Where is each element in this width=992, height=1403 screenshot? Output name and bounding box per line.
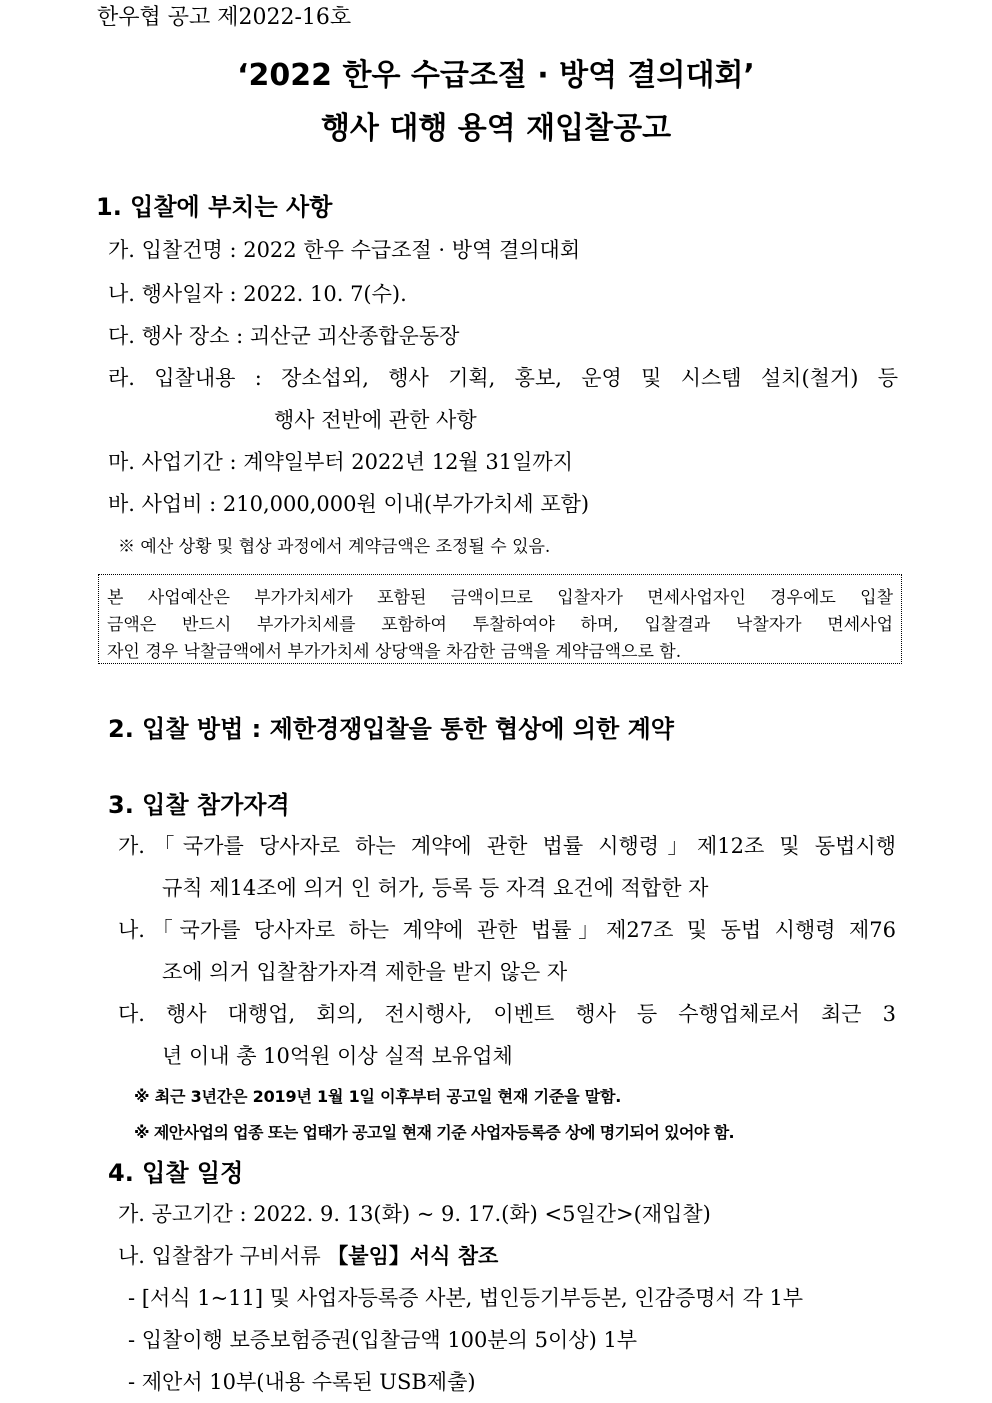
section4-item-docs — [118, 1240, 498, 1270]
section3-note: ※ 최근 3년간은 2019년 1월 1일 이후부터 공고일 현재 기준을 말함. — [134, 1087, 622, 1106]
section4-item-period: 가. 공고기간 : 2022. 9. 13(화) ~ 9. 17.(화) <5일간>(재입찰) — [118, 1202, 711, 1226]
section4-heading: 4. 입찰 일정 — [108, 1159, 244, 1187]
section1-item-title: 가. 입찰건명 : 2022 한우 수급조절 · 방역 결의대회 — [108, 238, 581, 262]
attachment-reference: 【붙임】서식 참조 — [327, 1244, 499, 1268]
section1-item-budget: 바. 사업비 : 210,000,000원 이내(부가가치세 포함) — [108, 492, 590, 516]
section3-heading: 3. 입찰 참가자격 — [108, 791, 290, 819]
section3-item-a: 가.「국가를 당사자로 하는 계약에 관한 법률 시행령」제12조 및 동법시행 — [118, 834, 896, 858]
section1-item-date: 나. 행사일자 : 2022. 10. 7(수). — [108, 282, 407, 306]
section1-heading: 1. 입찰에 부치는 사항 — [96, 193, 333, 221]
section3-item-c: 다. 행사 대행업, 회의, 전시행사, 이벤트 행사 등 수행업체로서 최근 3 — [118, 1002, 896, 1026]
section3-item-b: 나.「국가를 당사자로 하는 계약에 관한 법률」제27조 및 동법 시행령 제76 — [118, 918, 896, 942]
tax-notice-line: 본 사업예산은 부가가치세가 포함된 금액이므로 입찰자가 면세사업자인 경우에도 입찰 — [107, 588, 893, 608]
section3-item-a-cont: 규칙 제14조에 의거 인 허가, 등록 등 자격 요건에 적합한 자 — [162, 876, 709, 900]
section2-heading: 2. 입찰 방법 : 제한경쟁입찰을 통한 협상에 의한 계약 — [108, 715, 674, 743]
section1-item-venue: 다. 행사 장소 : 괴산군 괴산종합운동장 — [108, 324, 460, 348]
page-title-line2: 행사 대행 용역 재입찰공고 — [320, 111, 672, 146]
tax-notice-line: 금액은 반드시 부가가치세를 포함하여 투찰하여야 하며, 입찰결과 낙찰자가 면세사업 — [107, 615, 893, 635]
section1-item-content-cont: 행사 전반에 관한 사항 — [274, 408, 477, 432]
section1-note: ※ 예산 상황 및 협상 과정에서 계약금액은 조정될 수 있음. — [118, 537, 551, 557]
tax-notice-line: 자인 경우 낙찰금액에서 부가가치세 상당액을 차감한 금액을 계약금액으로 함. — [107, 642, 682, 662]
section4-doc-bond: - 입찰이행 보증보험증권(입찰금액 100분의 5이상) 1부 — [128, 1328, 638, 1352]
notice-number: 한우협 공고 제2022-16호 — [97, 5, 352, 30]
section4-doc-proposal: - 제안서 10부(내용 수록된 USB제출) — [128, 1370, 476, 1394]
section1-item-content: 라. 입찰내용 : 장소섭외, 행사 기획, 홍보, 운영 및 시스템 설치(철거) 등 — [108, 366, 898, 390]
page-title-line1: ‘2022 한우 수급조절 · 방역 결의대회’ — [237, 58, 755, 93]
tax-notice-box — [98, 574, 902, 664]
section4-item-docs-label: 나. 입찰참가 구비서류 — [118, 1244, 321, 1268]
section3-item-b-cont: 조에 의거 입찰참가자격 제한을 받지 않은 자 — [162, 960, 568, 984]
section4-doc-forms: - [서식 1~11] 및 사업자등록증 사본, 법인등기부등본, 인감증명서 각 1부 — [128, 1286, 804, 1310]
section3-note: ※ 제안사업의 업종 또는 업태가 공고일 현재 기준 사업자등록증 상에 명기되어 있어야 함. — [134, 1123, 735, 1142]
section1-item-period: 마. 사업기간 : 계약일부터 2022년 12월 31일까지 — [108, 450, 573, 474]
section3-item-c-cont: 년 이내 총 10억원 이상 실적 보유업체 — [162, 1044, 513, 1068]
